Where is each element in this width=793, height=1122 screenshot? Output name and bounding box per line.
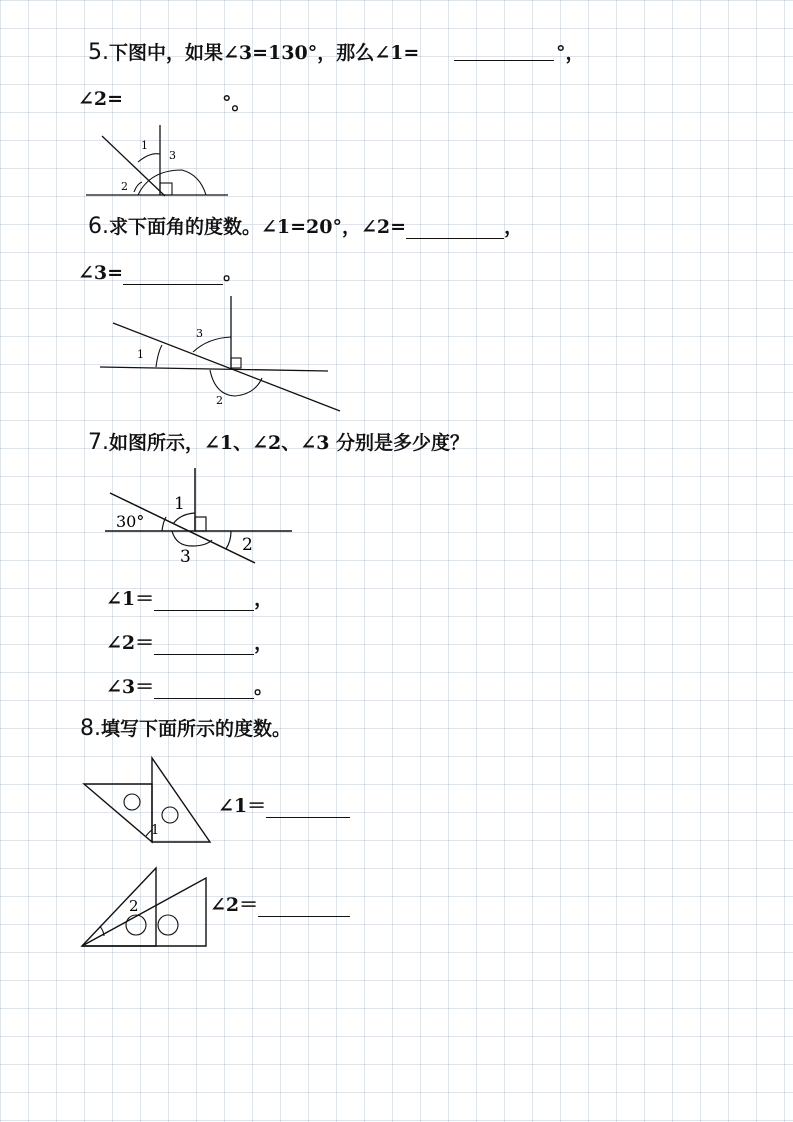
q5-number: 5. bbox=[88, 40, 109, 65]
q7-label-3: 3 bbox=[180, 547, 191, 567]
q6-tail-1: ， bbox=[504, 216, 524, 238]
q7-answer-1-label: ∠1＝ bbox=[106, 588, 155, 610]
q7-answer-1-tail: ， bbox=[254, 588, 274, 610]
q6-label-2: 2 bbox=[216, 394, 223, 407]
q6-number: 6. bbox=[88, 214, 109, 239]
q6-tail-2: 。 bbox=[223, 262, 243, 284]
q6-label-1: 1 bbox=[137, 348, 144, 361]
q7-label-1: 1 bbox=[174, 494, 185, 514]
q5-unit-1: °， bbox=[556, 42, 585, 64]
q7-answer-2-tail: ， bbox=[254, 632, 274, 654]
q6-question: 求下面角的度数。∠1=20°，∠2= bbox=[109, 216, 407, 238]
q8-answer-2 bbox=[210, 890, 350, 917]
q5-label-2: 2 bbox=[121, 180, 128, 193]
q7-label-2: 2 bbox=[242, 535, 253, 555]
q7-answer-3-tail: 。 bbox=[254, 676, 274, 698]
q7-question: 如图所示，∠1、∠2、∠3 分别是多少度？ bbox=[109, 432, 470, 454]
q8-question: 填写下面所示的度数。 bbox=[101, 718, 292, 740]
q8-blank-2[interactable] bbox=[258, 898, 350, 917]
q8-number: 8. bbox=[80, 716, 101, 741]
q5-line2-label: ∠2= bbox=[78, 88, 124, 110]
q6-label-3: 3 bbox=[196, 327, 203, 340]
q8-fig1-label-1: 1 bbox=[151, 823, 160, 838]
q7-label-30deg: 30° bbox=[116, 512, 145, 531]
q5-label-3: 3 bbox=[169, 149, 176, 162]
q5-question: 下图中，如果∠3=130°，那么∠1= bbox=[109, 42, 420, 64]
q5-label-1: 1 bbox=[141, 139, 148, 152]
q8-answer-1-label: ∠1＝ bbox=[218, 795, 267, 817]
q7-answer-2-label: ∠2＝ bbox=[106, 632, 155, 654]
q7-answer-3-label: ∠3＝ bbox=[106, 676, 155, 698]
q8-fig2-label-2: 2 bbox=[129, 897, 139, 915]
q5-unit-2: °。 bbox=[222, 92, 251, 114]
q6-line2-label: ∠3= bbox=[78, 262, 124, 284]
q7-number: 7. bbox=[88, 430, 109, 455]
q8-answer-2-label: ∠2＝ bbox=[210, 894, 259, 916]
